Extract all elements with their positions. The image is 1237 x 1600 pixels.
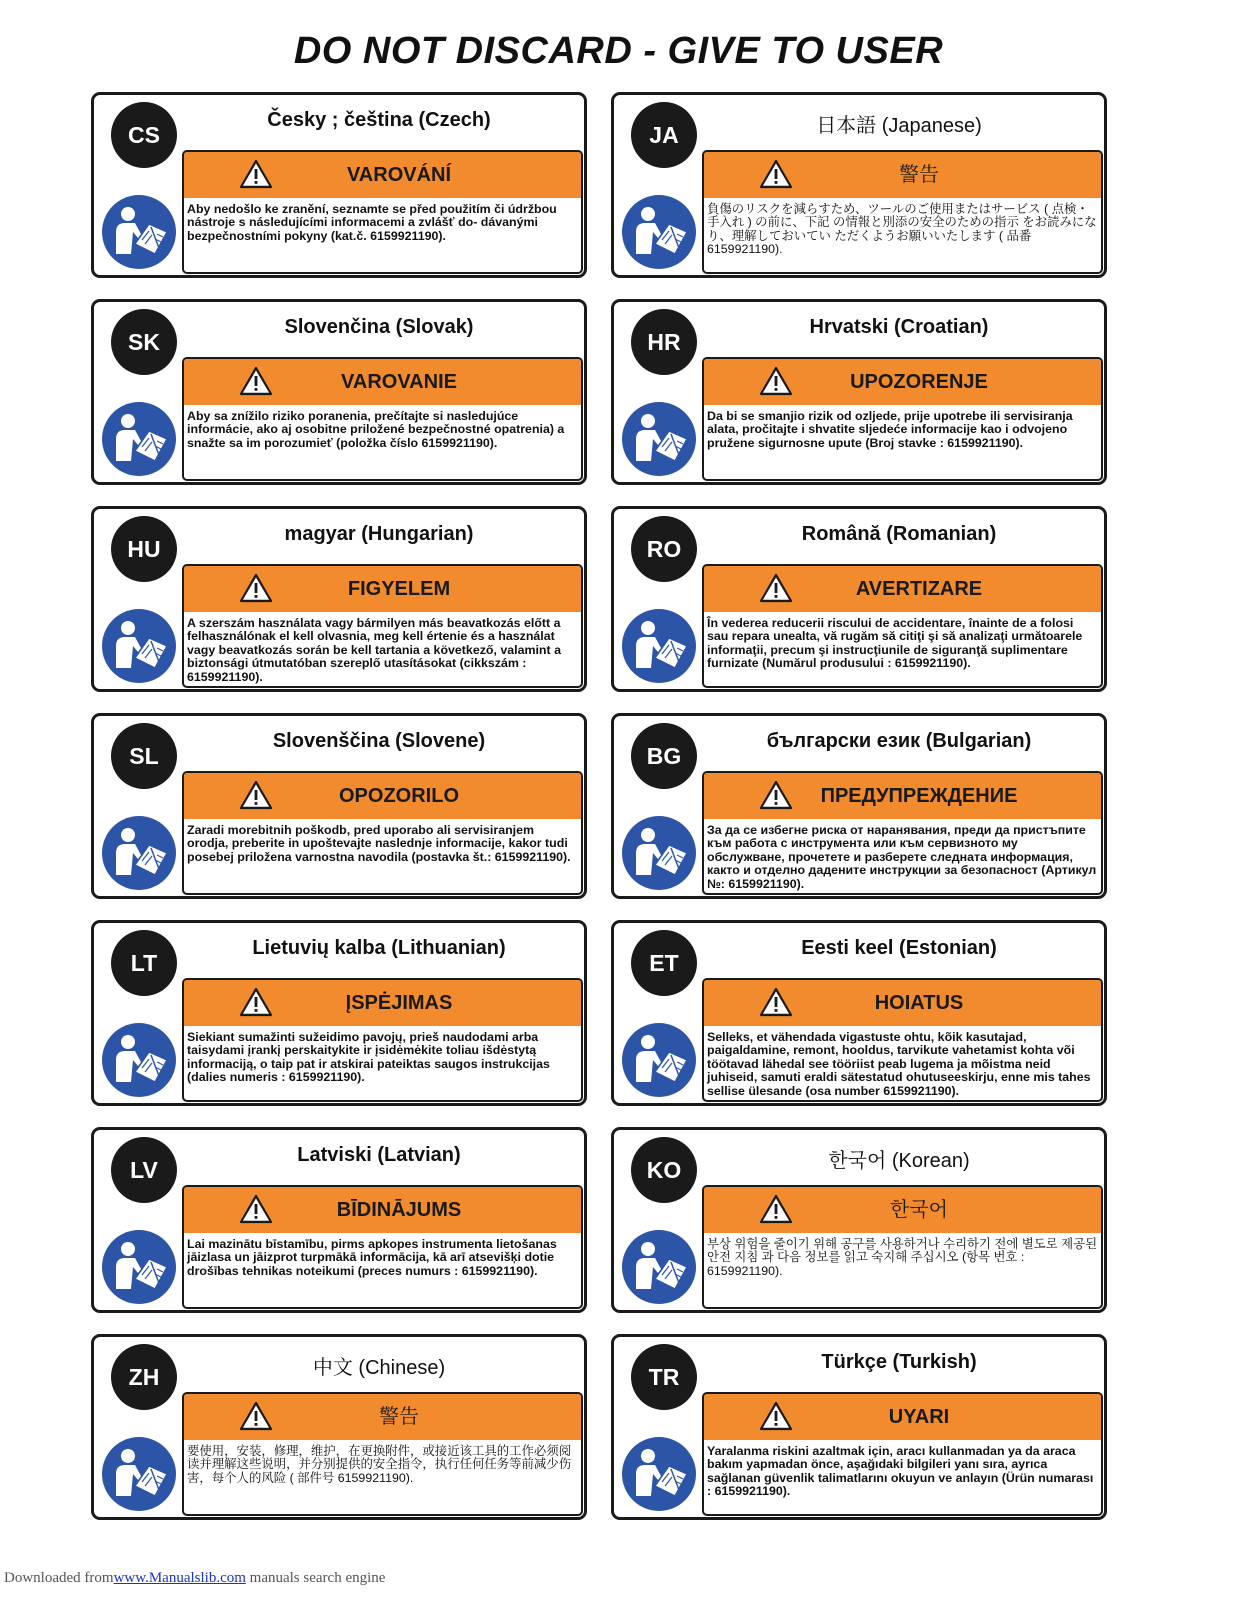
warning-card-lt: [91, 920, 587, 1106]
warning-box: [702, 564, 1103, 688]
warning-text: În vederea reducerii riscului de accidentare, înainte de a folosi sau repara unealta, vă rugăm să citiţi şi să analizaţi următoarele informaţii, precum şi instrucţiunile de siguranţă suplimentare furnizate (Numărul produsului : 6159921190).: [707, 616, 1083, 671]
signal-word: 警告: [899, 164, 939, 186]
warning-box: [702, 1392, 1103, 1516]
read-manual-icon: [101, 1229, 177, 1305]
warning-header: [184, 980, 581, 1026]
language-name: Türkçe (Turkish): [821, 1351, 977, 1373]
read-manual-icon: [101, 1436, 177, 1512]
signal-word: ПРЕДУПРЕЖДЕНИЕ: [820, 785, 1018, 807]
read-manual-icon: [621, 1229, 697, 1305]
warning-card-ja: [611, 92, 1107, 278]
warning-card-et: [611, 920, 1107, 1106]
warning-card-bg: [611, 713, 1107, 899]
signal-word: 警告: [379, 1406, 419, 1428]
warning-text: Aby nedošlo ke zranění, seznamte se před použitím či údržbou nástroje s následujícími informacemi a zvlášť do- dávanými bezpečnostními pokyny (kat.č. 6159921190).: [187, 202, 557, 243]
warning-triangle-icon: [239, 1401, 273, 1431]
warning-header: [184, 566, 581, 612]
signal-word: HOIATUS: [874, 992, 964, 1014]
warning-card-ko: [611, 1127, 1107, 1313]
warning-box: [702, 771, 1103, 895]
read-manual-icon: [621, 1022, 697, 1098]
warning-triangle-icon: [759, 780, 793, 810]
language-name: Slovenčina (Slovak): [284, 316, 474, 338]
warning-triangle-icon: [239, 1194, 273, 1224]
warning-text: 負傷のリスクを減らすため、ツールのご使用またはサービス ( 点検・手入れ ) の前に、下記 の情報と別添の安全のための指示 をお読みになり、理解しておいてい ただくようお願いいたします ( 品番 6159921190).: [707, 202, 1097, 257]
warning-header: [704, 152, 1101, 198]
warning-box: [182, 150, 583, 274]
language-name: 中文 (Chinese): [312, 1357, 446, 1379]
warning-triangle-icon: [239, 366, 273, 396]
language-code-badge: SK: [111, 309, 177, 375]
warning-triangle-icon: [759, 573, 793, 603]
language-name: Lietuvių kalba (Lithuanian): [252, 937, 506, 959]
language-code-badge: RO: [631, 516, 697, 582]
footer: [4, 1570, 385, 1587]
warning-text: 要使用，安装，修理，维护，在更换附件，或接近该工具的工作必须阅读并理解这些说明，并分别提供的安全指令，执行任何任务等前减少伤害，每个人的风险 ( 部件号 6159921190).: [187, 1444, 572, 1485]
signal-word: VAROVÁNÍ: [346, 164, 452, 186]
warning-header: [184, 1187, 581, 1233]
language-code-badge: ZH: [111, 1344, 177, 1410]
warning-text: Aby sa znížilo riziko poranenia, prečítajte si nasledujúce informácie, ako aj osobitne priložené bezpečnostné opatrenia) a snažte sa im porozumieť (položka číslo 6159921190).: [187, 409, 565, 450]
warning-triangle-icon: [239, 159, 273, 189]
warning-text: Da bi se smanjio rizik od ozljede, prije upotrebe ili servisiranja alata, pročitajte i shvatite sljedeće informacije kao i odvojeno pružene sigurnosne upute (Broj stavke : 6159921190).: [707, 409, 1073, 450]
warning-text: Yaralanma riskini azaltmak için, aracı kullanmadan ya da araca bakım yapmadan önce, aşağıdaki bilgileri yanı sıra, ayrıca sağlanan güvenlik talimatlarını okuyun ve anlayın (Ürün numarası : 6159921190).: [707, 1444, 1094, 1499]
language-name: Română (Romanian): [801, 523, 997, 545]
language-name: Latviski (Latvian): [297, 1144, 461, 1166]
warning-header: [184, 1394, 581, 1440]
language-name: български език (Bulgarian): [766, 730, 1032, 752]
warning-card-zh: [91, 1334, 587, 1520]
warning-triangle-icon: [239, 573, 273, 603]
language-name: 한국어 (Korean): [828, 1150, 970, 1172]
read-manual-icon: [101, 608, 177, 684]
warning-box: [182, 564, 583, 688]
language-code-badge: ET: [631, 930, 697, 996]
manualslib-link[interactable]: www.Manualslib.com: [113, 1570, 246, 1586]
warning-card-tr: [611, 1334, 1107, 1520]
warning-header: [184, 359, 581, 405]
signal-word: UYARI: [888, 1406, 950, 1428]
warning-card-hu: [91, 506, 587, 692]
warning-text: За да се избегне риска от наранявания, преди да пристъпите към работа с инструмента или към сервизното му обслужване, прочетете и разберете следната информация, както и отделно дадените инструкции за безопасност (Артикул №: 6159921190).: [707, 823, 1097, 891]
warning-text: Selleks, et vähendada vigastuste ohtu, kõik kasutajad, paigaldamine, remont, hooldus, tarvikute vahetamist kohta või töötavad lähedal see tööriist peab lugema ja mõistma neid juhiseid, samuti eraldi sätestatud ohutuseeskirju, enne mis tahes sellise ülesande (osa number 6159921190).: [707, 1030, 1091, 1098]
warning-header: [704, 1187, 1101, 1233]
signal-word: UPOZORENJE: [850, 371, 988, 393]
signal-word: OPOZORILO: [339, 785, 459, 807]
warning-text: Zaradi morebitnih poškodb, pred uporabo ali servisiranjem orodja, preberite in upoštevajte naslednje informacije, kakor tudi posebej priložena varnostna navodila (postavka št.: 6159921190).: [187, 823, 571, 864]
read-manual-icon: [621, 401, 697, 477]
read-manual-icon: [101, 815, 177, 891]
signal-word: VAROVANIE: [341, 371, 457, 393]
language-name: Hrvatski (Croatian): [809, 316, 989, 338]
warning-text: Lai mazinātu bīstamību, pirms apkopes instrumenta lietošanas jāizlasa un jāizprot turpmākā informācija, kā arī atsevišķi dotie drošības tehnikas noteikumi (preces numurs : 6159921190).: [187, 1237, 557, 1278]
warning-card-lv: [91, 1127, 587, 1313]
warning-box: [182, 1392, 583, 1516]
page-title: DO NOT DISCARD - GIVE TO USER: [293, 30, 944, 72]
warning-header: [704, 359, 1101, 405]
warning-box: [702, 357, 1103, 481]
language-code-badge: TR: [631, 1344, 697, 1410]
language-code-badge: BG: [631, 723, 697, 789]
read-manual-icon: [101, 194, 177, 270]
signal-word: BĪDINĀJUMS: [336, 1199, 462, 1221]
footer-suffix: manuals search engine: [249, 1570, 386, 1586]
language-name: magyar (Hungarian): [284, 523, 474, 545]
language-name: Slovenščina (Slovene): [272, 730, 486, 752]
warning-triangle-icon: [759, 159, 793, 189]
warning-header: [704, 1394, 1101, 1440]
read-manual-icon: [621, 194, 697, 270]
warning-header: [704, 980, 1101, 1026]
warning-box: [182, 771, 583, 895]
signal-word: FIGYELEM: [347, 578, 451, 600]
language-code-badge: CS: [111, 102, 177, 168]
warning-triangle-icon: [239, 780, 273, 810]
warning-triangle-icon: [759, 987, 793, 1017]
warning-card-hr: [611, 299, 1107, 485]
warning-card-sk: [91, 299, 587, 485]
warning-header: [704, 566, 1101, 612]
warning-header: [184, 152, 581, 198]
language-name: Česky ; čeština (Czech): [267, 109, 491, 131]
language-code-badge: HR: [631, 309, 697, 375]
language-code-badge: LT: [111, 930, 177, 996]
warning-box: [702, 978, 1103, 1102]
warning-card-sl: [91, 713, 587, 899]
read-manual-icon: [621, 1436, 697, 1512]
read-manual-icon: [101, 1022, 177, 1098]
warning-card-ro: [611, 506, 1107, 692]
warning-box: [702, 1185, 1103, 1309]
warning-text: Siekiant sumažinti sužeidimo pavojų, prieš naudodami arba taisydami įrankį perskaitykite ir įsidėmėkite toliau išdėstytą informaciją, o taip pat ir atskirai pateiktas saugos instrukcijas (dalies numeris : 6159921190).: [187, 1030, 550, 1085]
language-code-badge: LV: [111, 1137, 177, 1203]
warning-text: A szerszám használata vagy bármilyen más beavatkozás előtt a felhasználónak el kell olvasnia, meg kell értenie és a használat vagy beavatkozás során be kell tartania a következő, valamint a biztonsági útmutatóban szereplő utasításokat (cikkszám : 6159921190).: [187, 616, 561, 684]
warning-text: 부상 위험을 줄이기 위해 공구를 사용하거나 수리하기 전에 별도로 제공된 안전 지침 과 다음 정보를 읽고 숙지해 주십시오 (항목 번호 : 6159921190).: [707, 1237, 1098, 1278]
read-manual-icon: [621, 608, 697, 684]
warning-box: [182, 978, 583, 1102]
language-name: Eesti keel (Estonian): [801, 937, 997, 959]
warning-header: [704, 773, 1101, 819]
warning-triangle-icon: [759, 366, 793, 396]
signal-word: AVERTIZARE: [855, 578, 983, 600]
footer-prefix: Downloaded from: [4, 1570, 114, 1586]
warning-box: [182, 357, 583, 481]
language-code-badge: KO: [631, 1137, 697, 1203]
warning-header: [184, 773, 581, 819]
language-code-badge: SL: [111, 723, 177, 789]
warning-triangle-icon: [759, 1194, 793, 1224]
warning-triangle-icon: [239, 987, 273, 1017]
warning-box: [702, 150, 1103, 274]
read-manual-icon: [621, 815, 697, 891]
language-code-badge: HU: [111, 516, 177, 582]
warning-triangle-icon: [759, 1401, 793, 1431]
signal-word: 한국어: [890, 1199, 948, 1221]
language-name: 日本語 (Japanese): [816, 115, 982, 137]
warning-box: [182, 1185, 583, 1309]
warning-card-cs: [91, 92, 587, 278]
read-manual-icon: [101, 401, 177, 477]
signal-word: ĮSPĖJIMAS: [345, 992, 453, 1014]
language-code-badge: JA: [631, 102, 697, 168]
